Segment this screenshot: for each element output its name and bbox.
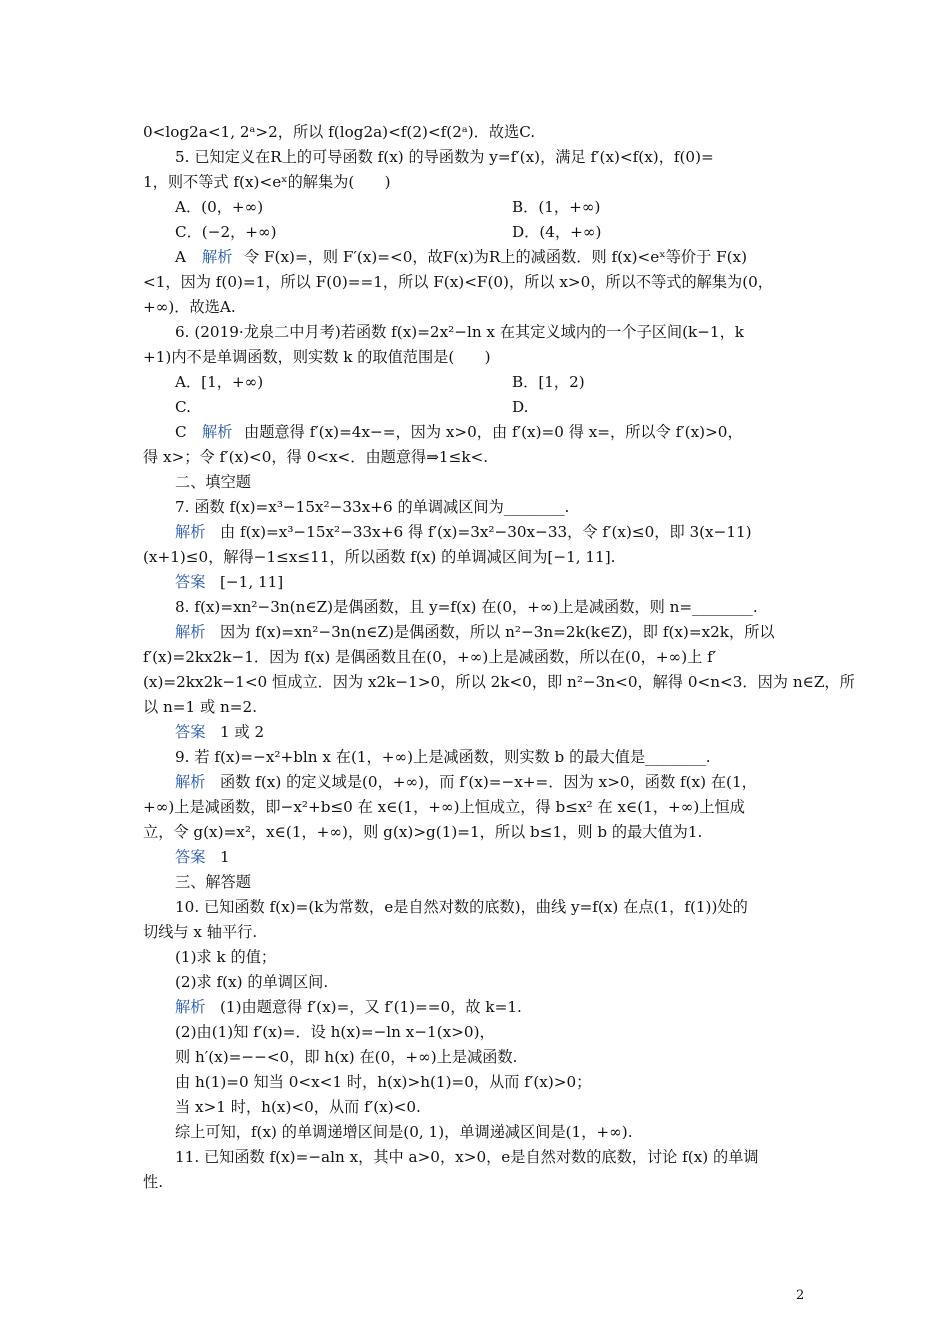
question-8: 8. f(x)=xn²−3n(n∈Z)是偶函数，且 y=f(x) 在(0，+∞)上是减函数，则 n=________. bbox=[175, 598, 758, 616]
text-line: 立，令 g(x)=x²，x∈(1，+∞)，则 g(x)>g(1)=1，所以 b≤1，则 b 的最大值为1. bbox=[143, 823, 703, 841]
page-number: 2 bbox=[796, 1288, 805, 1303]
option-b: B．(1，+∞) bbox=[512, 198, 601, 216]
question-7: 7. 函数 f(x)=x³−15x²−33x+6 的单调减区间为________. bbox=[175, 498, 570, 516]
text-line: 1，则不等式 f(x)<eˣ的解集为( ) bbox=[143, 173, 391, 191]
analysis-label: 解析 bbox=[175, 623, 206, 641]
text-line: +∞)上是减函数，即−x²+b≤0 在 x∈(1，+∞)上恒成立，得 b≤x² 在 x∈(1，+∞)上恒成 bbox=[143, 798, 745, 816]
section-heading: 三、解答题 bbox=[175, 873, 251, 891]
answer-letter: A bbox=[175, 248, 186, 266]
answer-value: [−1, 11] bbox=[220, 573, 284, 591]
analysis-label: 解析 bbox=[202, 248, 233, 266]
text-line: <1，因为 f(0)=1，所以 F(0)==1，所以 F(x)<F(0)，所以 x>0，所以不等式的解集为(0， bbox=[143, 273, 773, 291]
analysis-label: 解析 bbox=[175, 523, 206, 541]
text-line: 切线与 x 轴平行. bbox=[143, 923, 258, 941]
section-heading: 二、填空题 bbox=[175, 473, 251, 491]
analysis-label: 解析 bbox=[202, 423, 233, 441]
question-5: 5. 已知定义在R上的可导函数 f(x) 的导函数为 y=f′(x)，满足 f′(x)<f(x)，f(0)= bbox=[175, 148, 714, 166]
option-b: B．[1，2) bbox=[512, 373, 585, 391]
option-c: C．(−2，+∞) bbox=[175, 223, 277, 241]
analysis-label: 解析 bbox=[175, 998, 206, 1016]
text-line: 得 x>；令 f′(x)<0，得 0<x<．由题意得⇒1≤k<. bbox=[143, 448, 489, 466]
text-line: 综上可知，f(x) 的单调递增区间是(0, 1)，单调递减区间是(1，+∞). bbox=[175, 1123, 633, 1141]
text-line: (x)=2kx2k−1<0 恒成立．因为 x2k−1>0，所以 2k<0，即 n²−3n<0，解得 0<n<3．因为 n∈Z，所 bbox=[143, 673, 855, 691]
text-line: (2)求 f(x) 的单调区间. bbox=[175, 973, 329, 991]
text-line: 0<log2a<1, 2ᵃ>2，所以 f(log2a)<f(2)<f(2ᵃ)．故选C. bbox=[143, 123, 536, 141]
option-a: A．[1，+∞) bbox=[175, 373, 264, 391]
answer-value: 1 bbox=[220, 848, 230, 866]
answer-label: 答案 bbox=[175, 848, 206, 866]
answer-value: 1 或 2 bbox=[220, 723, 265, 741]
text-line: 以 n=1 或 n=2. bbox=[143, 698, 258, 716]
text-line: (1)由题意得 f′(x)=，又 f′(1)==0，故 k=1. bbox=[220, 998, 522, 1016]
question-11: 11. 已知函数 f(x)=−aln x，其中 a>0，x>0，e是自然对数的底数，讨论 f(x) 的单调 bbox=[175, 1148, 759, 1166]
text-line: 函数 f(x) 的定义域是(0，+∞)，而 f′(x)=−x+=．因为 x>0，函数 f(x) 在(1， bbox=[220, 773, 757, 791]
question-10: 10. 已知函数 f(x)=(k为常数，e是自然对数的底数)，曲线 y=f(x) 在点(1，f(1))处的 bbox=[175, 898, 748, 916]
answer-label: 答案 bbox=[175, 723, 206, 741]
text-line: (1)求 k 的值； bbox=[175, 948, 277, 966]
text-line: 因为 f(x)=xn²−3n(n∈Z)是偶函数，所以 n²−3n=2k(k∈Z)，即 f(x)=x2k，所以 bbox=[220, 623, 775, 641]
analysis-label: 解析 bbox=[175, 773, 206, 791]
text-line: f′(x)=2kx2k−1．因为 f(x) 是偶函数且在(0，+∞)上是减函数，所以在(0，+∞)上 f′ bbox=[143, 648, 717, 666]
option-d: D. bbox=[512, 398, 529, 416]
text-line: 性. bbox=[143, 1173, 164, 1191]
text-line: (x+1)≤0，解得−1≤x≤11，所以函数 f(x) 的单调减区间为[−1, 11]. bbox=[143, 548, 616, 566]
text-line: 则 h′(x)=−−<0，即 h(x) 在(0，+∞)上是减函数. bbox=[175, 1048, 518, 1066]
text-line: 当 x>1 时，h(x)<0，从而 f′(x)<0. bbox=[175, 1098, 421, 1116]
question-6: 6. (2019·龙泉二中月考)若函数 f(x)=2x²−ln x 在其定义域内的一个子区间(k−1，k bbox=[175, 323, 744, 341]
option-a: A．(0，+∞) bbox=[175, 198, 264, 216]
text-line: +1)内不是单调函数，则实数 k 的取值范围是( ) bbox=[143, 348, 491, 366]
text-line: 令 F(x)=，则 F′(x)=<0，故F(x)为R上的减函数．则 f(x)<eˣ等价于 F(x) bbox=[244, 248, 748, 266]
option-c: C. bbox=[175, 398, 191, 416]
text-line: +∞)．故选A. bbox=[143, 298, 236, 316]
text-line: (2)由(1)知 f′(x)=．设 h(x)=−ln x−1(x>0)， bbox=[175, 1023, 495, 1041]
answer-letter: C bbox=[175, 423, 187, 441]
text-line: 由题意得 f′(x)=4x−=，因为 x>0，由 f′(x)=0 得 x=，所以令 f′(x)>0， bbox=[244, 423, 743, 441]
question-9: 9. 若 f(x)=−x²+bln x 在(1，+∞)上是减函数，则实数 b 的最大值是________. bbox=[175, 748, 711, 766]
text-line: 由 f(x)=x³−15x²−33x+6 得 f′(x)=3x²−30x−33，令 f′(x)≤0，即 3(x−11) bbox=[220, 523, 752, 541]
text-line: 由 h(1)=0 知当 0<x<1 时，h(x)>h(1)=0，从而 f′(x)>0； bbox=[175, 1073, 592, 1091]
answer-label: 答案 bbox=[175, 573, 206, 591]
option-d: D．(4，+∞) bbox=[512, 223, 602, 241]
